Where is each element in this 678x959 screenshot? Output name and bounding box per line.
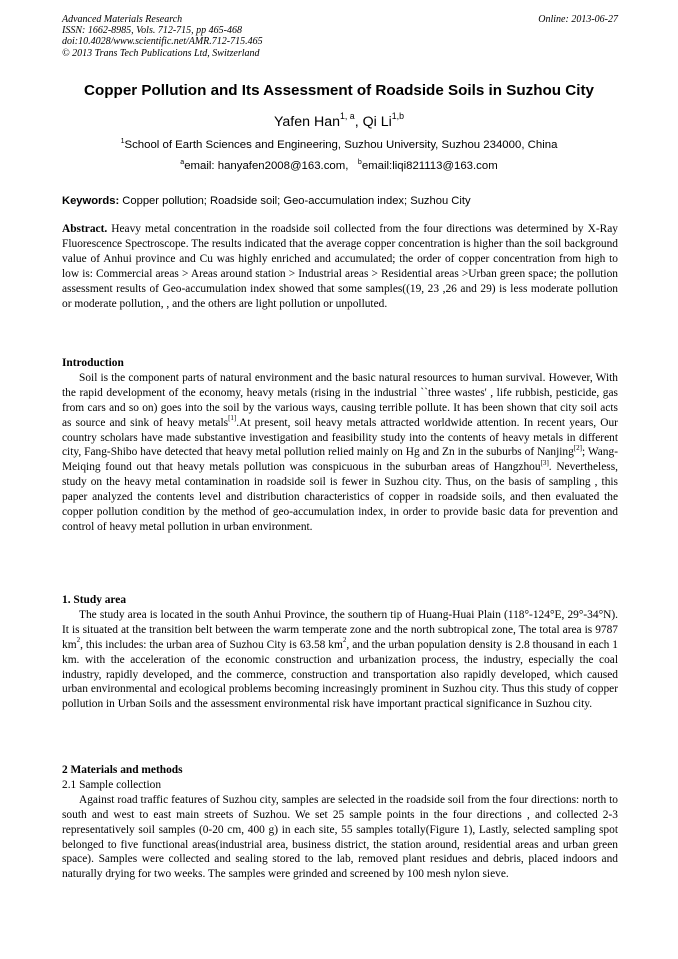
paragraph-text: Soil is the component parts of natural environment and the basic natural resources to human survival. However, With the rapid development of the economy, heavy metals (rising in the industrial ``three wastes' , life rubbish, pesticide, gas from cars and so on) goes into the soil by the various ways, causing terrible pollute. It has been shown that city soil acts as source and sink of heavy metals: [62, 371, 618, 429]
subsection-heading: 2.1 Sample collection: [62, 778, 162, 791]
paragraph: Against road traffic features of Suzhou city, samples are selected in the roadside soil from the four directions: north to south and west to east main streets of Suzhou. We set 25 sample points in the four directions , and collected 2-3 representatively soil samples (0-20 cm, 400 g) in each site, 55 samples totally(Figure 1), Lastly, selected sampling spot belonged to five functional areas(industrial area, business district, the station around, residential areas and urban green space). Samples were collected and sealing stored to the lab, removed plant residues and debris, placed indoors and naturally drying for two weeks. The samples were grinded and screened by 100 mesh nylon sieve.: [62, 793, 618, 881]
affiliation-text: School of Earth Sciences and Engineering, Suzhou University, Suzhou 234000, China: [124, 139, 558, 151]
keywords-label: Keywords:: [62, 195, 120, 207]
paragraph: [62, 371, 618, 535]
paper-title: Copper Pollution and Its Assessment of Roadside Soils in Suzhou City: [84, 82, 594, 99]
affiliation: [40, 138, 638, 152]
abstract: [62, 222, 618, 311]
abstract-label: Abstract.: [62, 223, 108, 235]
keywords: [62, 194, 618, 208]
email-text: email: hanyafen2008@163.com,: [184, 160, 349, 172]
citation-mark: [1]: [228, 414, 237, 423]
author-name: Yafen Han: [274, 114, 340, 130]
abstract-text: Heavy metal concentration in the roadside soil collected from the four directions was determined by X-Ray Fluorescence Spectroscope. The results indicated that the average copper concentration is higher than the soil background value of Anhui province and Cu was highly enriched and accumulated; the order of copper concentration from high to low is: Commercial areas > Areas around station > Industrial areas > Residential areas >Urban green space; the pollution assessment results of Geo-accumulation index showed that some samples((19, 23 ,26 and 29) is less moderate pollution or moderate pollution, , and the others are light pollution or unpolluted.: [62, 223, 618, 310]
paragraph: [62, 608, 618, 712]
author-affil-mark: 1,b: [391, 111, 404, 122]
section-introduction: [62, 356, 618, 535]
paragraph-text: . Nevertheless, study on the heavy metal contamination in roadside soil is fewer in Suzhou city. Thus, on the basis of sampling , this paper analyzed the contents level and distribution characteristics of copper in roadside soils, and then evaluated the copper pollution condition by the method of geo-accumulation index, in order to provide basic data for prevention and control of heavy metal pollution in urban environment.: [62, 461, 618, 533]
section-heading: 1. Study area: [62, 594, 127, 606]
section-heading: 2 Materials and methods: [62, 764, 183, 776]
author-affil-mark: 1, a: [340, 111, 355, 122]
copyright-line: © 2013 Trans Tech Publications Ltd, Switzerland: [62, 47, 260, 59]
paragraph-text: The study area is located in the south Anhui Province, the southern tip of Huang-Huai Plain (118°-124°E, 29°-34°N). It is situated at the transition belt between the warm temperate zone and the north subtropical zone, The total area is 9787 km: [62, 608, 618, 651]
doi-line: doi:10.4028/www.scientific.net/AMR.712-715.465: [62, 36, 263, 48]
author-separator: ,: [354, 114, 363, 130]
citation-mark: [3]: [540, 458, 549, 467]
paragraph-text: ; Wang-Meiqing found out that heavy metals pollution was conspicuous in the suburban areas of Hangzhou: [62, 446, 618, 474]
affiliation-mark: 1: [120, 137, 125, 145]
paragraph-text: , and the urban population density is 2.8 thousand in each 1 km. with the acceleration of the economic construction and urbanization process, the industry, especially the coal industry, rapidly developed, and the commerce, construction and transportation also rapidly developed, which caused urban environmental and ecological problems becoming increasingly prominent in Suzhou city. Thus this study of copper pollution in Urban Soils and the assessment environmental risk have important practical significance in Suzhou city.: [62, 638, 618, 711]
section-study-area: [62, 593, 618, 712]
paragraph-text: .At present, soil heavy metals attracted worldwide attention. In recent years, Our country scholars have made substantive investigation and feasibility study into the contents of heavy metals in different city, Fang-Shibo have detected that heavy metal pollution relied mainly on Hg and Zn in the suburbs of Nanjing: [62, 416, 618, 459]
email-text: email:liqi821113@163.com: [361, 160, 498, 172]
running-header: [62, 14, 618, 59]
author-emails: [40, 159, 638, 173]
journal-name: Advanced Materials Research: [62, 14, 183, 25]
author-line: [40, 113, 638, 131]
author-name: Qi Li: [362, 114, 392, 130]
issn-line: ISSN: 1662-8985, Vols. 712-715, pp 465-468: [62, 25, 242, 37]
paragraph-text: , this includes: the urban area of Suzhou City is 63.58 km: [80, 638, 343, 651]
superscript: 2: [76, 636, 81, 645]
email-mark: a: [180, 158, 185, 166]
online-date: Online: 2013-06-27: [538, 14, 618, 25]
section-materials-methods: [62, 763, 618, 882]
email-mark: b: [357, 158, 362, 166]
section-heading: Introduction: [62, 357, 124, 369]
keywords-text: Copper pollution; Roadside soil; Geo-accumulation index; Suzhou City: [119, 195, 471, 207]
citation-mark: [2]: [573, 443, 583, 452]
superscript: 2: [342, 636, 347, 645]
